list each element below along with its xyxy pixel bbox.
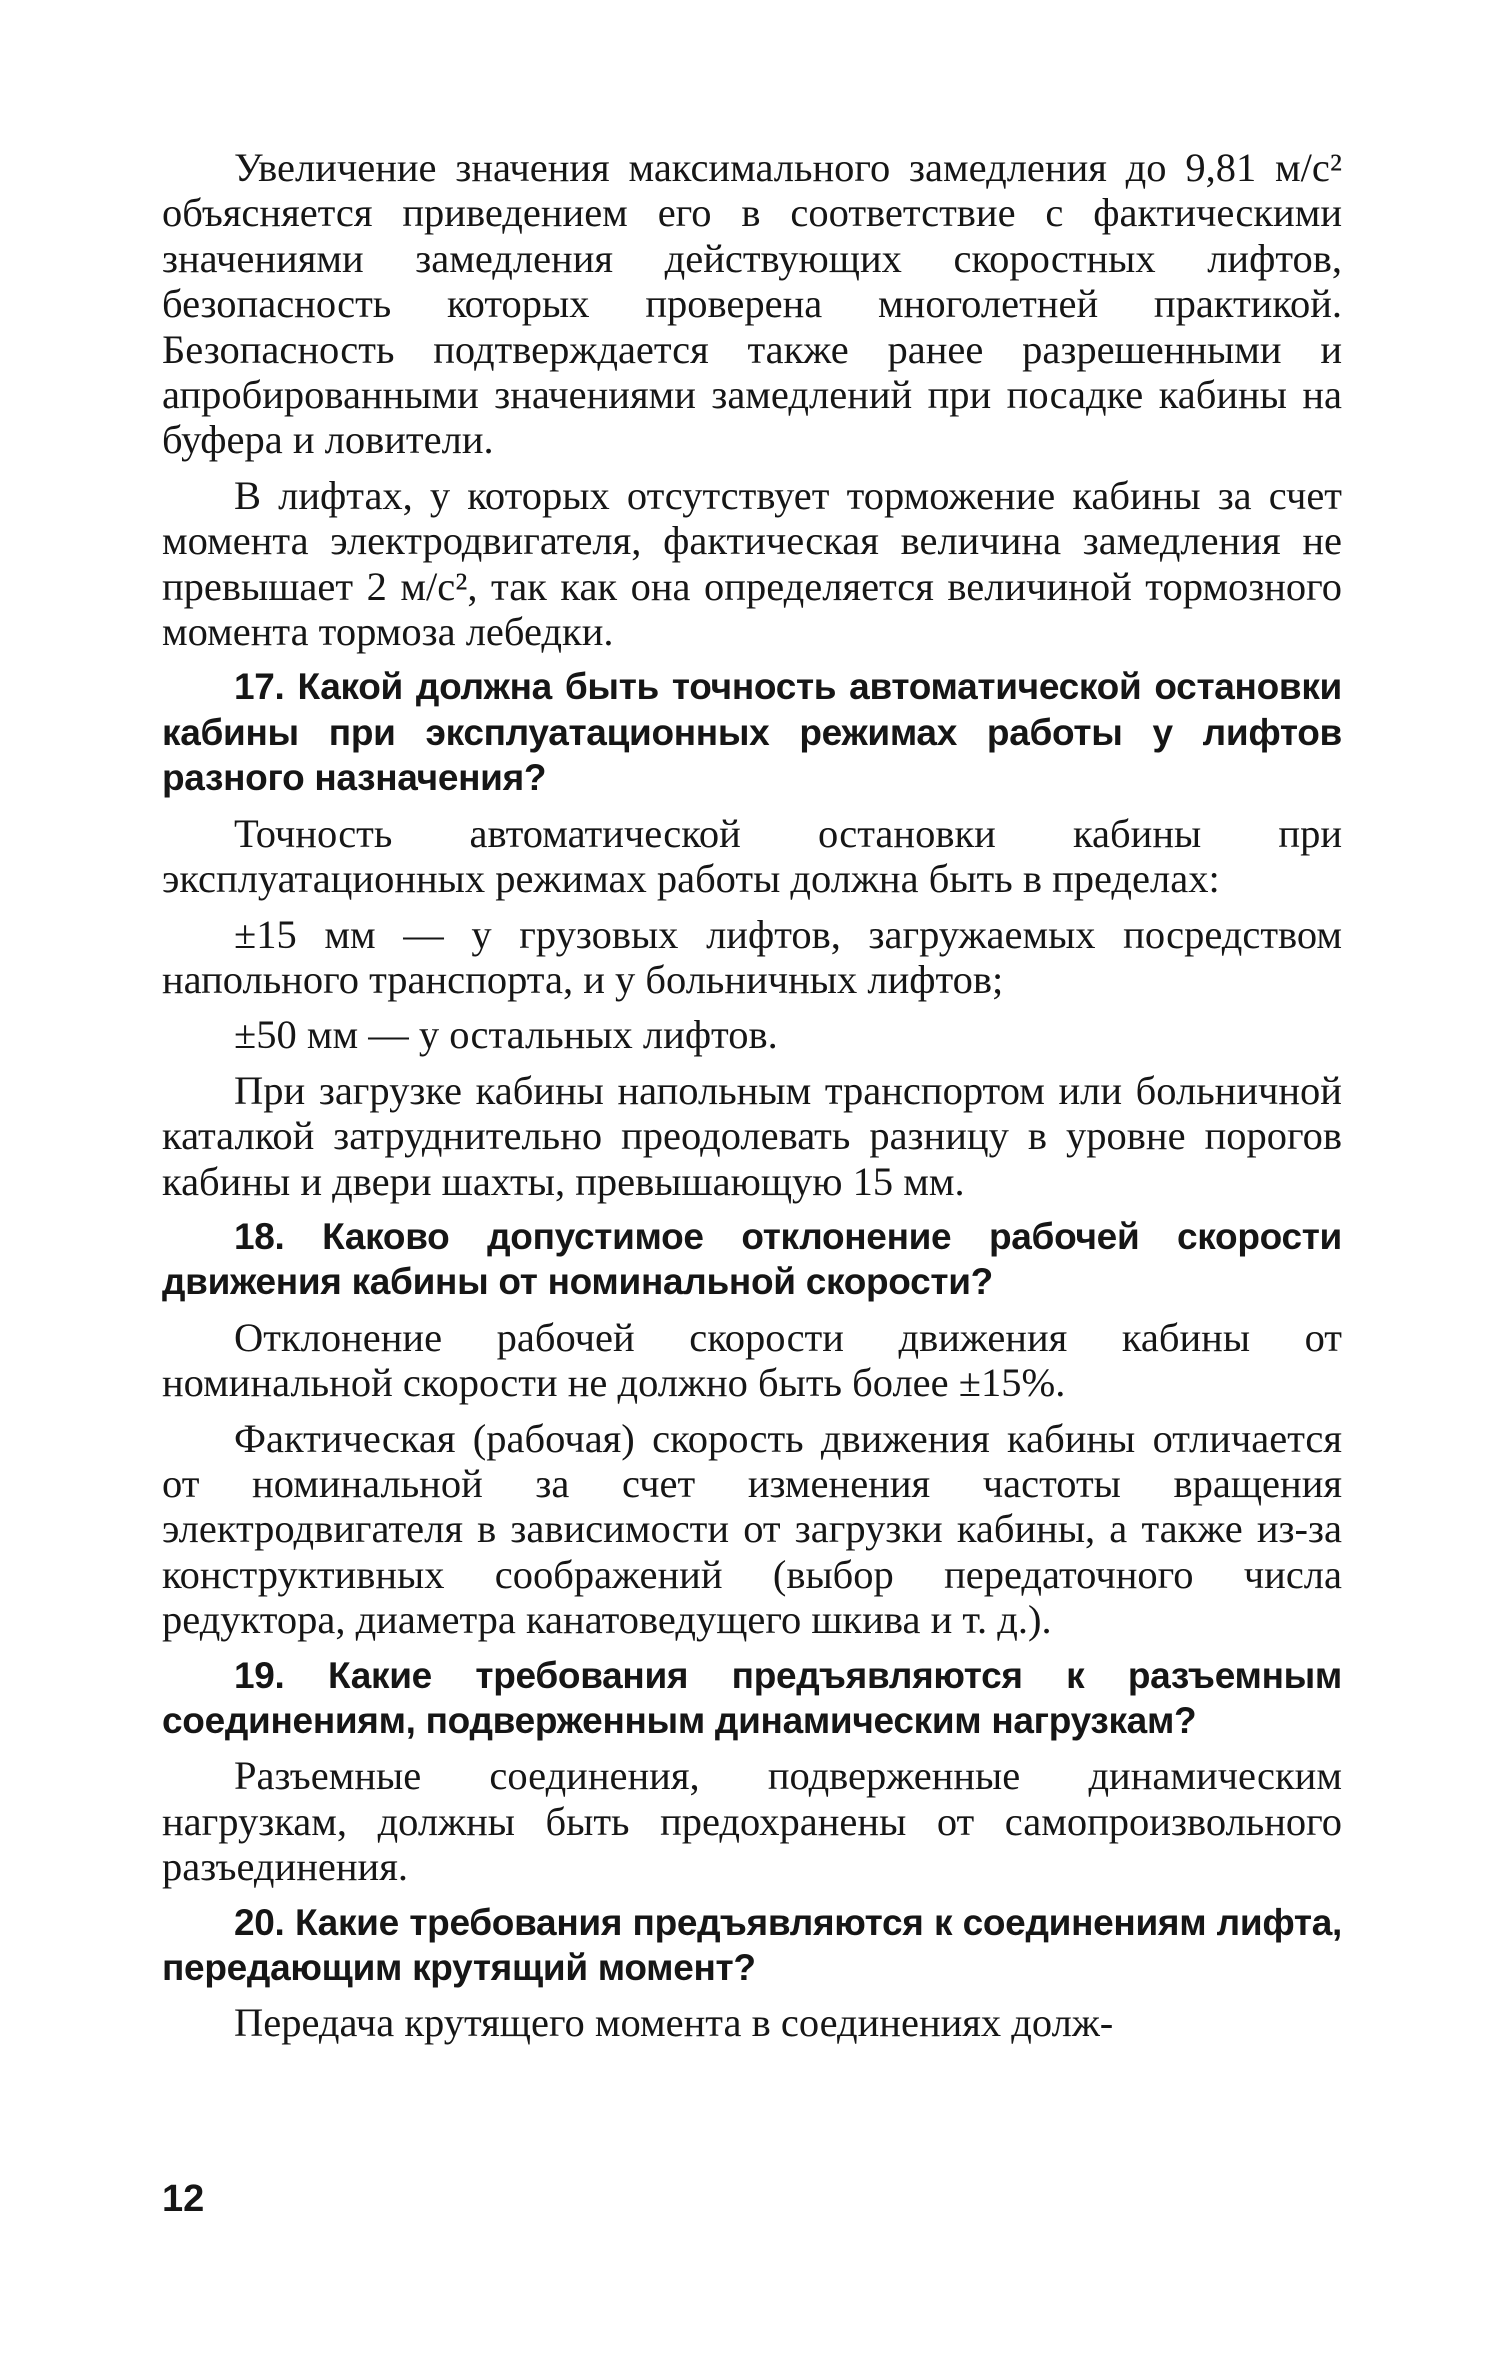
list-item-freight-lifts: ±15 мм — у грузовых лифтов, загружаемых посредством напольного транспорта, и у больничных лифтов; — [162, 911, 1342, 1002]
question-17-heading: 17. Какой должна быть точность автоматической остановки кабины при эксплуатационных режимах работы у лифтов разного назначения? — [162, 666, 1342, 799]
paragraph-loading-threshold: При загрузке кабины напольным транспортом или больничной каталкой затруднительно преодолевать разницу в уровне порогов кабины и двери шахты, превышающую 15 мм. — [162, 1067, 1342, 1204]
question-19-heading: 19. Какие требования предъявляются к разъемным соединениям, подверженным динамическим нагрузкам? — [162, 1654, 1342, 1741]
question-18-heading: 18. Каково допустимое отклонение рабочей скорости движения кабины от номинальной скорости? — [162, 1215, 1342, 1303]
paragraph-torque-transmission: Передача крутящего момента в соединениях долж- — [234, 2000, 1114, 2046]
page-number: 12 — [162, 2178, 205, 2220]
paragraph-deceleration-increase: Увеличение значения максимального замедления до 9,81 м/с² объясняется приведением его в соответствие с фактическими значениями замедления действующих скоростных лифтов, безопасность которых проверена многолетней практикой. Безопасность подтверждается также ранее разрешенными и апробированными значениями замедлений при посадке кабины на буфера и ловители. — [162, 145, 1342, 463]
page-body — [162, 145, 1342, 2056]
paragraph-deceleration-braking: В лифтах, у которых отсутствует торможение кабины за счет момента электродвигателя, фактическая величина замедления не превышает 2 м/с², так как она определяется величиной тормозного момента тормоза лебедки. — [162, 472, 1342, 655]
list-item-other-lifts: ±50 мм — у остальных лифтов. — [234, 1012, 778, 1058]
question-20-heading: 20. Какие требования предъявляются к соединениям лифта, передающим крутящий момент? — [162, 1901, 1342, 1989]
paragraph-stop-accuracy: Точность автоматической остановки кабины при эксплуатационных режимах работы должна быть в пределах: — [162, 810, 1342, 902]
paragraph-speed-deviation: Отклонение рабочей скорости движения кабины от номинальной скорости не должно быть более ±15%. — [162, 1314, 1342, 1406]
paragraph-detachable-connections: Разъемные соединения, подверженные динамическим нагрузкам, должны быть предохранены от самопроизвольного разъединения. — [162, 1753, 1342, 1890]
paragraph-actual-speed: Фактическая (рабочая) скорость движения кабины отличается от номинальной за счет изменения частоты вращения электродвигателя в зависимости от загрузки кабины, а также из-за конструктивных соображений (выбор передаточного числа редуктора, диаметра канатоведущего шкива и т. д.). — [162, 1415, 1342, 1643]
